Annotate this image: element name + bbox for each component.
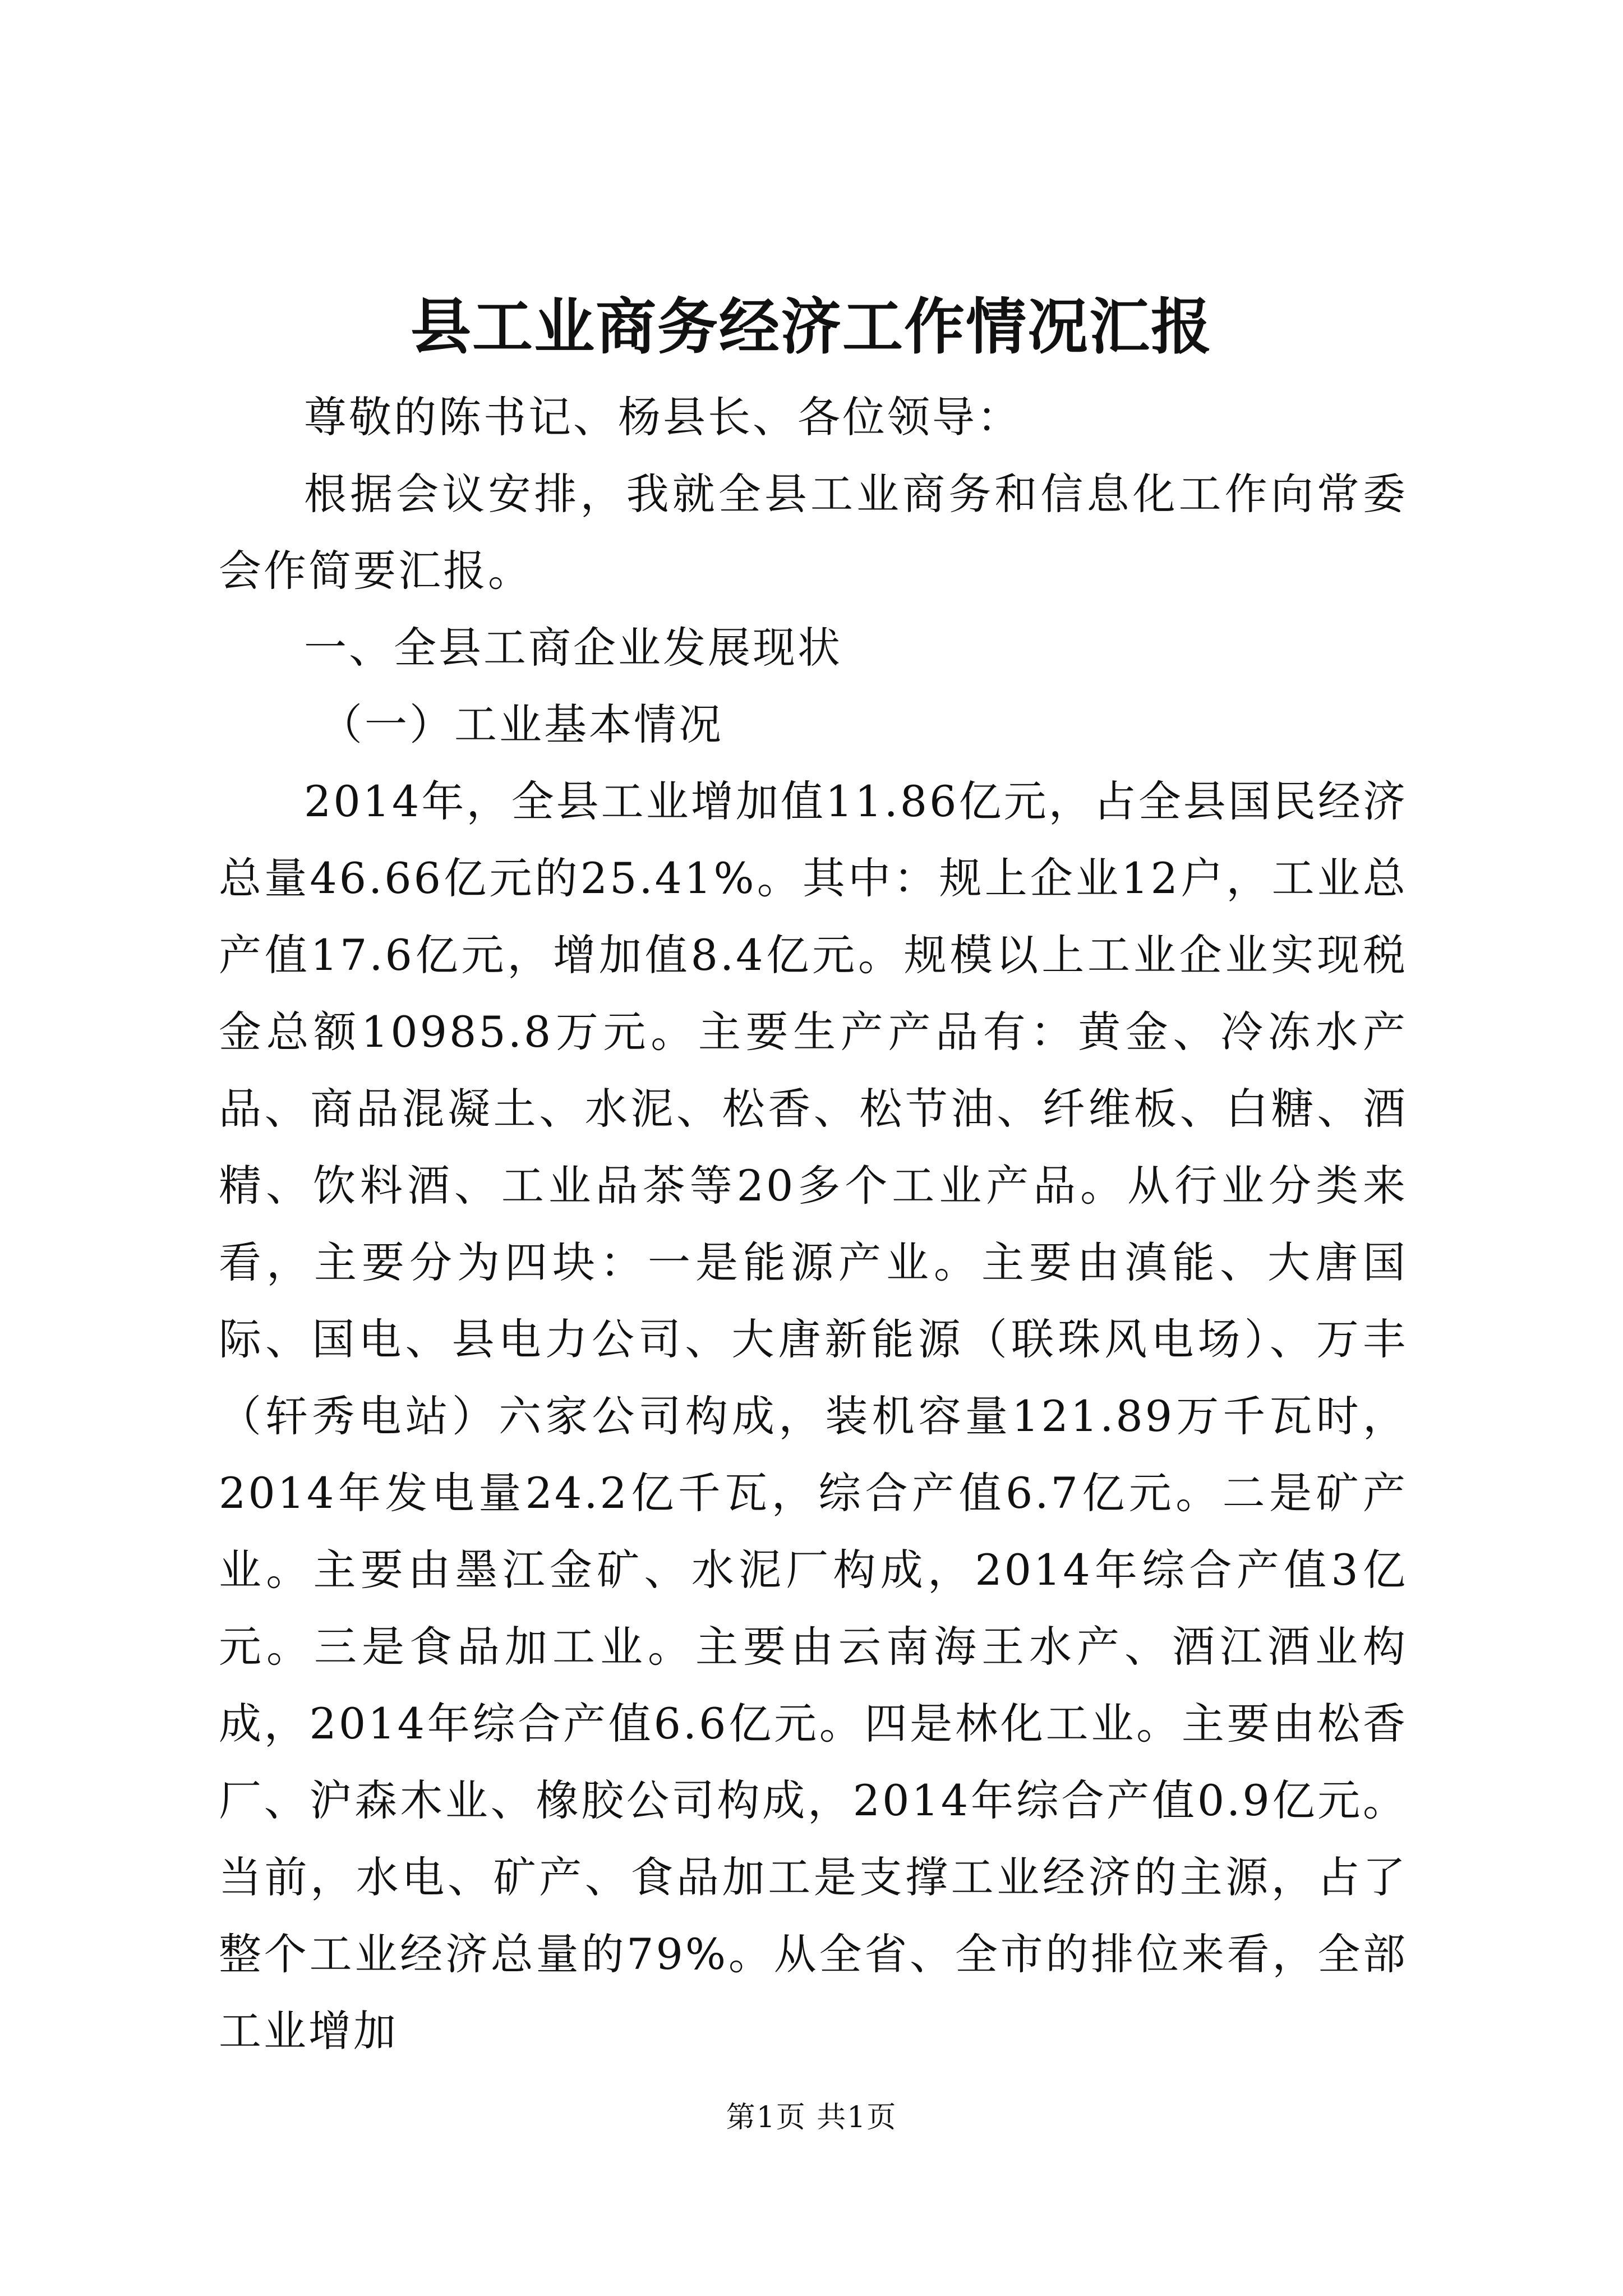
intro-paragraph: 根据会议安排，我就全县工业商务和信息化工作向常委会作简要汇报。 <box>219 469 1408 596</box>
document-title: 县工业商务经济工作情况汇报 <box>410 292 1212 362</box>
page-footer: 第1页 共1页 <box>726 2101 897 2134</box>
body-paragraph: 2014年，全县工业增加值11.86亿元，占全县国民经济总量46.66亿元的25.41%。其中：规上企业12户，工业总产值17.6亿元，增加值8.4亿元。规模以上工业企业实现税金总额10985.8万元。主要生产产品有：黄金、冷冻水产品、商品混凝土、水泥、松香、松节油、纤维板、白糖、酒精、饮料酒、工业品茶等20多个工业产品。从行业分类来看，主要分为四块：一是能源产业。主要由滇能、大唐国际、国电、县电力公司、大唐新能源（联珠风电场）、万丰（轩秀电站）六家公司构成，装机容量121.89万千瓦时，2014年发电量24.2亿千瓦，综合产值6.7亿元。二是矿产业。主要由墨江金矿、水泥厂构成，2014年综合产值3亿元。三是食品加工业。主要由云南海王水产、酒江酒业构成，2014年综合产值6.6亿元。四是林化工业。主要由松香厂、沪森木业、橡胶公司构成，2014年综合产值0.9亿元。当前，水电、矿产、食品加工是支撑工业经济的主源，占了整个工业经济总量的79%。从全省、全市的排位来看，全部工业增加 <box>219 776 1408 2056</box>
salutation: 尊敬的陈书记、杨县长、各位领导： <box>304 392 1022 442</box>
document-body <box>219 379 1408 2069</box>
section-heading: 一、全县工商企业发展现状 <box>304 623 842 673</box>
subsection-heading: （一）工业基本情况 <box>320 700 723 749</box>
